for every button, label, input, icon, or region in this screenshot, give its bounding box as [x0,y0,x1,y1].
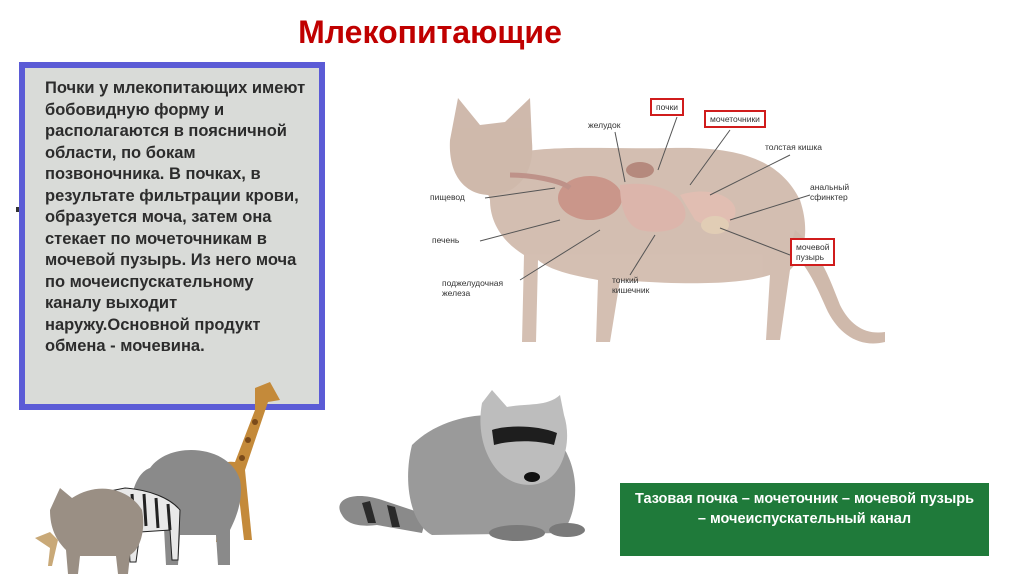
label-large-intestine: толстая кишка [765,142,822,152]
label-anal-sphincter: анальный сфинктер [810,182,850,202]
label-bladder: мочевой пузырь [790,238,835,266]
animals-illustration [30,370,300,574]
label-esophagus: пищевод [430,192,465,202]
label-pancreas: поджелудочная железа [442,278,504,298]
label-small-intestine: тонкий кишечник [612,275,650,295]
raccoon-illustration [332,385,594,545]
label-ureters: мочеточники [704,110,766,128]
info-text: Почки у млекопитающих имеют бобовидную форму и располагаются в поясничной области, по бокам позвоночника. В почках, в результате фильтрации крови, образуется моча, затем она стекает по мочеточникам в мочевой пузырь. Из него моча по мочеиспускательному каналу выходит наружу.Основной продукт обмена - мочевина. [25,68,319,404]
cat-anatomy-diagram [420,80,890,360]
label-kidneys: почки [650,98,684,116]
label-stomach: желудок [588,120,621,130]
slide-title: Млекопитающие [298,14,562,50]
info-text-box [19,62,325,410]
label-liver: печень [432,235,460,245]
excretory-path-summary: Тазовая почка – мочеточник – мочевой пузырь – мочеиспускательный канал [620,483,989,556]
cat-illustration [420,80,890,360]
